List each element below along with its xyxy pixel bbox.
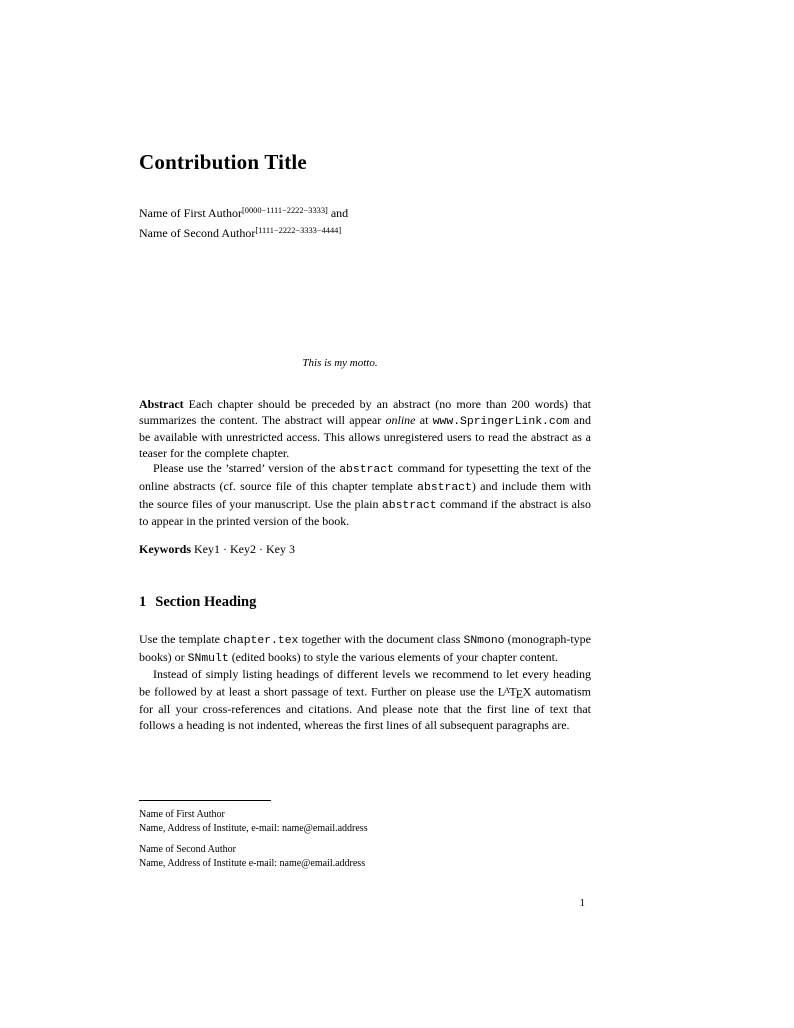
text-run: command for typesetting the text of the online abstracts (cf. source file of this chapter template <box>139 461 591 493</box>
text-run: and be available with unrestricted access. This allows unregistered users to read the abstract as a teaser for the complete chapter. <box>139 412 591 460</box>
text-run: SNmono <box>463 635 505 647</box>
text-run: E <box>515 686 524 701</box>
footnote-author-address: Name, Address of Institute e-mail: name@email.address <box>139 858 366 869</box>
text-run: Abstract <box>139 397 184 411</box>
footnote-rule <box>139 800 271 801</box>
text-run: together with the document class <box>298 632 464 646</box>
text-run: (monograph-type books) or <box>139 632 591 664</box>
footnote-area <box>139 800 591 871</box>
text-run: Each chapter should be preceded by an abstract (no more than 200 words) that summarizes the content. The abstract will appear <box>139 397 591 427</box>
text-run: Use the template <box>139 632 224 646</box>
abstract-paragraph-2 <box>139 461 591 529</box>
text-run: (edited books) to style the various elements of your chapter content. <box>228 649 558 664</box>
text-run: abstract <box>417 481 472 494</box>
text-run: Instead of simply listing headings of different levels we recommend to let every heading be followed by at least a short passage of text. Further on please use the <box>139 667 591 699</box>
page-number: 1 <box>579 897 585 909</box>
abstract-block <box>139 397 591 530</box>
text-run: SNmult <box>187 652 229 665</box>
abstract-paragraph-1 <box>139 397 591 461</box>
text-run: www.SpringerLink.com <box>432 415 570 428</box>
section-title: Section Heading <box>155 594 257 610</box>
text-run: online <box>385 412 416 427</box>
body-paragraph-1 <box>139 632 591 667</box>
text-run: Name of First Author <box>139 205 242 220</box>
text-run: [1111−2222−3333−4444] <box>255 226 342 236</box>
text-run: and <box>327 205 349 220</box>
footnote-author-name: Name of First Author <box>139 809 225 820</box>
body-paragraph-2 <box>139 667 591 733</box>
keywords-line <box>139 542 591 557</box>
footnote-author-2 <box>139 843 591 871</box>
section-heading <box>139 594 256 611</box>
footnote-author-1 <box>139 808 591 836</box>
text-run: [0000−1111−2222−3333] <box>242 206 328 215</box>
text-run: ) and include them with the source files of your manuscript. Use the plain <box>139 478 591 511</box>
motto-text: This is my motto. <box>302 357 378 369</box>
footnote-author-name: Name of Second Author <box>139 844 236 855</box>
text-run: X <box>522 684 532 699</box>
contribution-title: Contribution Title <box>139 150 307 174</box>
footnote-author-address: Name, Address of Institute, e-mail: name@email.address <box>139 823 368 834</box>
text-run: Name of Second Author <box>139 226 256 241</box>
text-run: T <box>509 684 517 699</box>
text-run: abstract <box>381 499 437 512</box>
text-run: chapter.tex <box>223 635 299 647</box>
text-run: A <box>503 684 511 695</box>
text-run: at <box>415 412 433 427</box>
text-run: Keywords <box>139 542 191 556</box>
text-run: Key1 · Key2 · Key 3 <box>191 542 295 556</box>
section-number: 1 <box>139 594 147 610</box>
author-line-1 <box>139 202 348 222</box>
author-block <box>139 202 348 243</box>
author-line-2 <box>139 222 348 242</box>
text-run: L <box>497 684 506 699</box>
text-run: command if the abstract is also to appear in the printed version of the book. <box>139 496 591 529</box>
text-run: automatism for all your cross-references and citations. And please note that the first line of text that follows a heading is not indented, whereas the first lines of all subsequent paragraphs are. <box>139 684 591 732</box>
section-body <box>139 632 591 733</box>
text-run: Please use the ’starred’ version of the <box>153 461 340 476</box>
text-run: abstract <box>339 464 394 477</box>
